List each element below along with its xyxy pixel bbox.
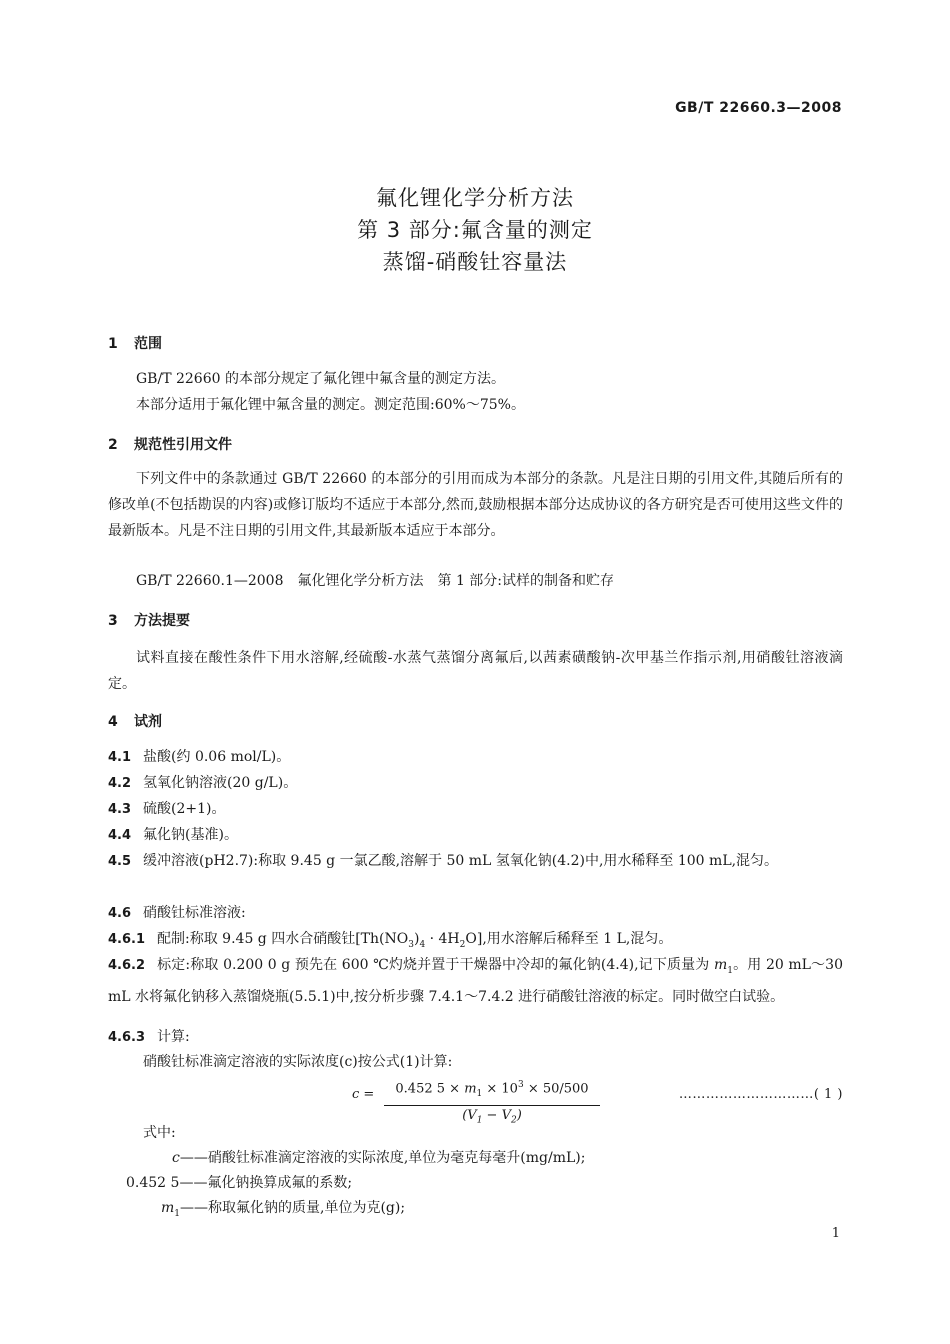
where-label: 式中: [143,1125,176,1141]
definition-text: ——称取氟化钠的质量,单位为克(g); [180,1200,406,1216]
page-number: 1 [831,1226,840,1241]
formula-fraction [384,1075,600,1131]
subscript: 4 [419,939,426,950]
text-segment: × 50/500 [523,1081,589,1097]
formula-denominator [384,1106,600,1131]
clause-text: 氟化钠(基准)。 [143,827,238,843]
section-number: 4 [108,714,118,730]
section-title: 试剂 [134,714,162,730]
definition-coefficient [126,1170,352,1196]
clause-text: 计算: [157,1029,190,1045]
clause-4-5 [108,848,843,875]
text-segment: × 10 [482,1081,518,1097]
text-segment: 标定:称取 0.200 0 g 预先在 600 ℃灼烧并置于干燥器中冷却的氟化钠(4.4),记下质量为 [157,957,714,973]
calc-intro: 硝酸钍标准滴定溶液的实际浓度(c)按公式(1)计算: [143,1054,453,1070]
title-line-2: 第 3 部分:氟含量的测定 [357,218,593,242]
clause-number: 4.4 [108,828,132,843]
standard-code: GB/T 22660.3—2008 [675,100,842,116]
clause-4-1 [108,744,843,771]
clause-number: 4.6.1 [108,932,146,947]
clause-number: 4.2 [108,776,132,791]
clause-4-3 [108,796,843,823]
section-heading-scope [108,333,162,353]
document-title [0,182,950,278]
clause-text: 硫酸(2+1)。 [143,801,226,817]
text-segment: − V [482,1107,511,1123]
definition-text: ——硝酸钍标准滴定溶液的实际浓度,单位为毫克每毫升(mg/mL); [179,1150,586,1166]
clause-number: 4.6.3 [108,1030,146,1045]
math-variable: m [464,1081,477,1097]
definition-c [172,1145,585,1171]
clause-text: 硝酸钍标准溶液: [143,905,246,921]
section-title: 范围 [134,336,162,352]
section-number: 2 [108,437,118,453]
clause-text: 缓冲溶液(pH2.7):称取 9.45 g 一氯乙酸,溶解于 50 mL 氢氧化钠(4.2)中,用水稀释至 100 mL,混匀。 [143,853,779,869]
math-variable: c [172,1150,180,1166]
text-segment: · 4H [425,931,460,947]
title-line-1: 氟化锂化学分析方法 [376,186,574,210]
section-heading-principle [108,610,190,630]
section-title: 方法提要 [134,613,190,629]
clause-4-2 [108,770,843,797]
subscript: 3 [408,939,414,950]
definition-text: ——氟化钠换算成氟的系数; [179,1175,353,1191]
text-segment: ) [516,1107,522,1123]
clause-4-6 [108,900,843,927]
subscript: 2 [510,1115,517,1126]
scope-paragraph-1: GB/T 22660 的本部分规定了氟化锂中氟含量的测定方法。 [136,371,505,387]
subscript: 1 [727,965,733,976]
section-heading-normative [108,434,232,454]
formula-numerator [384,1075,600,1106]
clause-number: 4.3 [108,802,132,817]
section-heading-reagents [108,711,162,731]
math-variable: m [713,957,728,973]
text-segment: (V [462,1107,477,1123]
section-number: 3 [108,613,118,629]
subscript: 1 [476,1088,483,1099]
superscript: 3 [517,1080,524,1090]
clause-text [108,957,843,1005]
clause-number: 4.1 [108,750,132,765]
text-segment: 。用 20 mL～30 mL 水将氟化钠移入蒸馏烧瓶(5.5.1)中,按分析步骤 7.4.1～7.4.2 进行硝酸钍溶液的标定。同时做空白试验。 [108,957,843,1005]
clause-4-6-3 [108,1024,843,1051]
clause-number: 4.6 [108,906,132,921]
formula-lhs: c = [352,1087,375,1102]
subscript: 2 [459,939,466,950]
subscript: 1 [174,1208,181,1219]
math-variable: m [161,1200,175,1216]
formula-1 [352,1075,843,1126]
text-segment: 配制:称取 9.45 g 四水合硝酸钍[Th(NO [157,931,409,947]
title-line-3: 蒸馏-硝酸钍容量法 [382,250,568,274]
normative-paragraph: 下列文件中的条款通过 GB/T 22660 的本部分的引用而成为本部分的条款。凡是注日期的引用文件,其随后所有的修改单(不包括勘误的内容)或修订版均不适应于本部分,然而,鼓励根据本部分达成协议的各方研究是否可使用这些文件的最新版本。凡是不注日期的引用文件,其最新版本适应于本部分。 [108,471,843,539]
clause-text [157,931,673,950]
definition-symbol: 0.452 5 [126,1175,180,1191]
formula-reference: …………………………( 1 ) [678,1087,843,1102]
principle-paragraph: 试料直接在酸性条件下用水溶解,经硫酸-水蒸气蒸馏分离氟后,以茜素磺酸钠-次甲基兰作指示剂,用硝酸钍溶液滴定。 [108,650,843,692]
clause-number: 4.6.2 [108,958,146,973]
text-segment: ) [413,931,420,947]
text-segment: 0.452 5 × [395,1081,465,1097]
clause-text: 盐酸(约 0.06 mol/L)。 [143,749,291,765]
normative-reference-1: GB/T 22660.1—2008 氟化锂化学分析方法 第 1 部分:试样的制备和贮存 [136,573,615,589]
clause-text: 氢氧化钠溶液(20 g/L)。 [143,775,298,791]
definition-m1 [161,1195,405,1227]
clause-4-4 [108,822,843,849]
section-title: 规范性引用文件 [134,437,232,453]
scope-paragraph-2: 本部分适用于氟化锂中氟含量的测定。测定范围:60%～75%。 [136,397,525,413]
subscript: 1 [476,1115,483,1126]
clause-number: 4.5 [108,854,132,869]
clause-4-6-2 [108,952,843,1010]
section-number: 1 [108,336,118,352]
text-segment: O],用水溶解后稀释至 1 L,混匀。 [465,931,673,947]
